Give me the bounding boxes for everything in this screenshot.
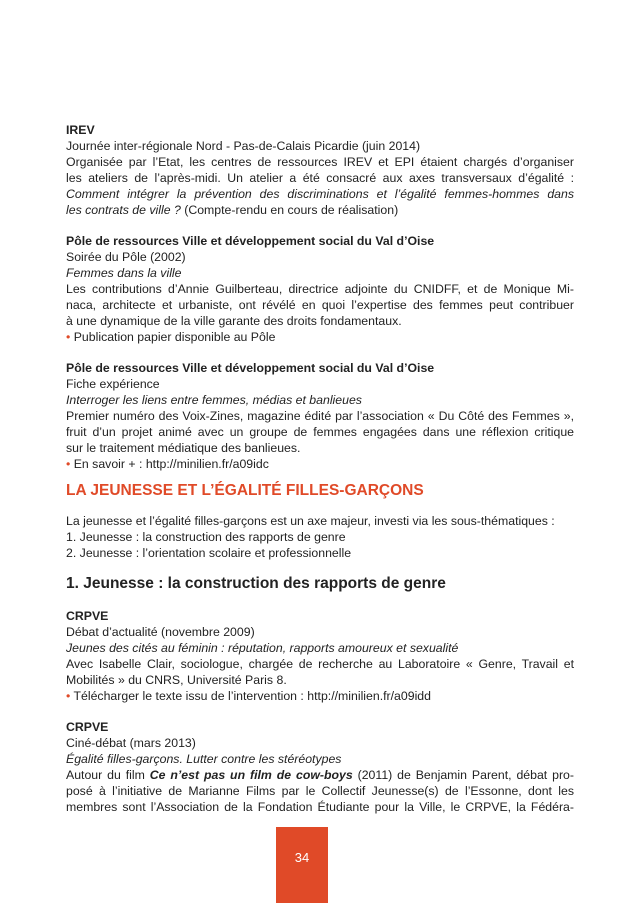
subsection-heading: 1. Jeunesse : la construction des rapports de genre: [66, 575, 446, 592]
page-number: 34: [294, 850, 310, 865]
entry-event: Soirée du Pôle (2002): [66, 250, 186, 264]
entry-event: Journée inter-régionale Nord - Pas-de-Calais Picardie (juin 2014): [66, 139, 421, 153]
bullet-link-text: En savoir + : http://minilien.fr/a09idc: [70, 457, 269, 471]
entry-text-line: à une dynamique de la ville garante des droits fondamentaux.: [66, 314, 402, 328]
entry-text-line: naca, architecte et urbaniste, ont révélé en quoi l’expertise des femmes peut contribuer: [66, 298, 574, 312]
entry-text-line: membres sont l’Association de la Fondation Étudiante pour la Ville, le CRPVE, la Fédéra-: [66, 800, 574, 814]
entry-text-line: posé à l’initiative de Marianne Films par le Collectif Jeunesse(s) de l’Essonne, dont les: [66, 784, 574, 798]
bullet-link-text: Télécharger le texte issu de l’intervention : http://minilien.fr/a09idd: [70, 689, 431, 703]
entry-title: Pôle de ressources Ville et développement social du Val d’Oise: [66, 361, 435, 375]
entry-text-line: fruit d’un projet animé avec un groupe de femmes engagées dans une réflexion critique: [66, 425, 574, 439]
bullet-text: Publication papier disponible au Pôle: [70, 330, 276, 344]
entry-italic-title: Comment intégrer la prévention des discriminations et l’égalité femmes-hommes dans: [66, 187, 574, 201]
entry-text-line: les ateliers de l’après-midi. Un atelier a été consacré aux axes transversaux d’égalité :: [66, 171, 574, 185]
bullet-icon: •: [66, 330, 71, 344]
intro-line: 2. Jeunesse : l’orientation scolaire et professionnelle: [66, 546, 352, 560]
film-title: Ce n’est pas un film de cow-boys: [149, 768, 353, 782]
bullet-item: [66, 688, 431, 704]
bullet-item: [66, 329, 275, 345]
entry-text-line: Mobilités » du CNRS, Université Paris 8.: [66, 673, 287, 687]
entry-title: IREV: [66, 123, 95, 137]
entry-title: CRPVE: [66, 720, 109, 734]
entry-text-line: Avec Isabelle Clair, sociologue, chargée de recherche au Laboratoire « Genre, Travail et: [66, 657, 574, 671]
bullet-icon: •: [66, 457, 71, 471]
entry-event: Fiche expérience: [66, 377, 160, 391]
entry-text-line: Les contributions d’Annie Guilberteau, directrice adjointe du CNIDFF, et de Monique Mi-: [66, 282, 574, 296]
entry-text-line: [66, 767, 574, 783]
intro-line: La jeunesse et l’égalité filles-garçons est un axe majeur, investi via les sous-thématiques :: [66, 514, 555, 528]
entry-event: Ciné-débat (mars 2013): [66, 736, 196, 750]
entry-italic-title: Interroger les liens entre femmes, médias et banlieues: [66, 393, 362, 407]
text-part: (2011) de Benjamin Parent, débat pro-: [352, 768, 574, 782]
section-heading: LA JEUNESSE ET L’ÉGALITÉ FILLES-GARÇONS: [66, 482, 424, 499]
entry-italic-title: Jeunes des cités au féminin : réputation, rapports amoureux et sexualité: [66, 641, 459, 655]
bullet-icon: •: [66, 689, 71, 703]
italic-part: les contrats de ville ?: [66, 203, 181, 217]
entry-text-line: Organisée par l’Etat, les centres de ressources IREV et EPI étaient chargés d’organiser: [66, 155, 574, 169]
entry-title: CRPVE: [66, 609, 109, 623]
entry-title: Pôle de ressources Ville et développement social du Val d’Oise: [66, 234, 435, 248]
entry-italic-title: Femmes dans la ville: [66, 266, 182, 280]
intro-line: 1. Jeunesse : la construction des rapports de genre: [66, 530, 346, 544]
text-part: Autour du film: [66, 768, 150, 782]
entry-italic-title: Égalité filles-garçons. Lutter contre les stéréotypes: [66, 752, 342, 766]
entry-text-line: [66, 202, 398, 218]
page-number-tab: [276, 827, 328, 903]
text-part: (Compte-rendu en cours de réalisation): [180, 203, 399, 217]
entry-text-line: Premier numéro des Voix-Zines, magazine édité par l’association « Du Côté des Femmes »,: [66, 409, 574, 423]
bullet-item: [66, 456, 269, 472]
entry-event: Débat d’actualité (novembre 2009): [66, 625, 255, 639]
entry-text-line: sur le traitement médiatique des banlieues.: [66, 441, 301, 455]
